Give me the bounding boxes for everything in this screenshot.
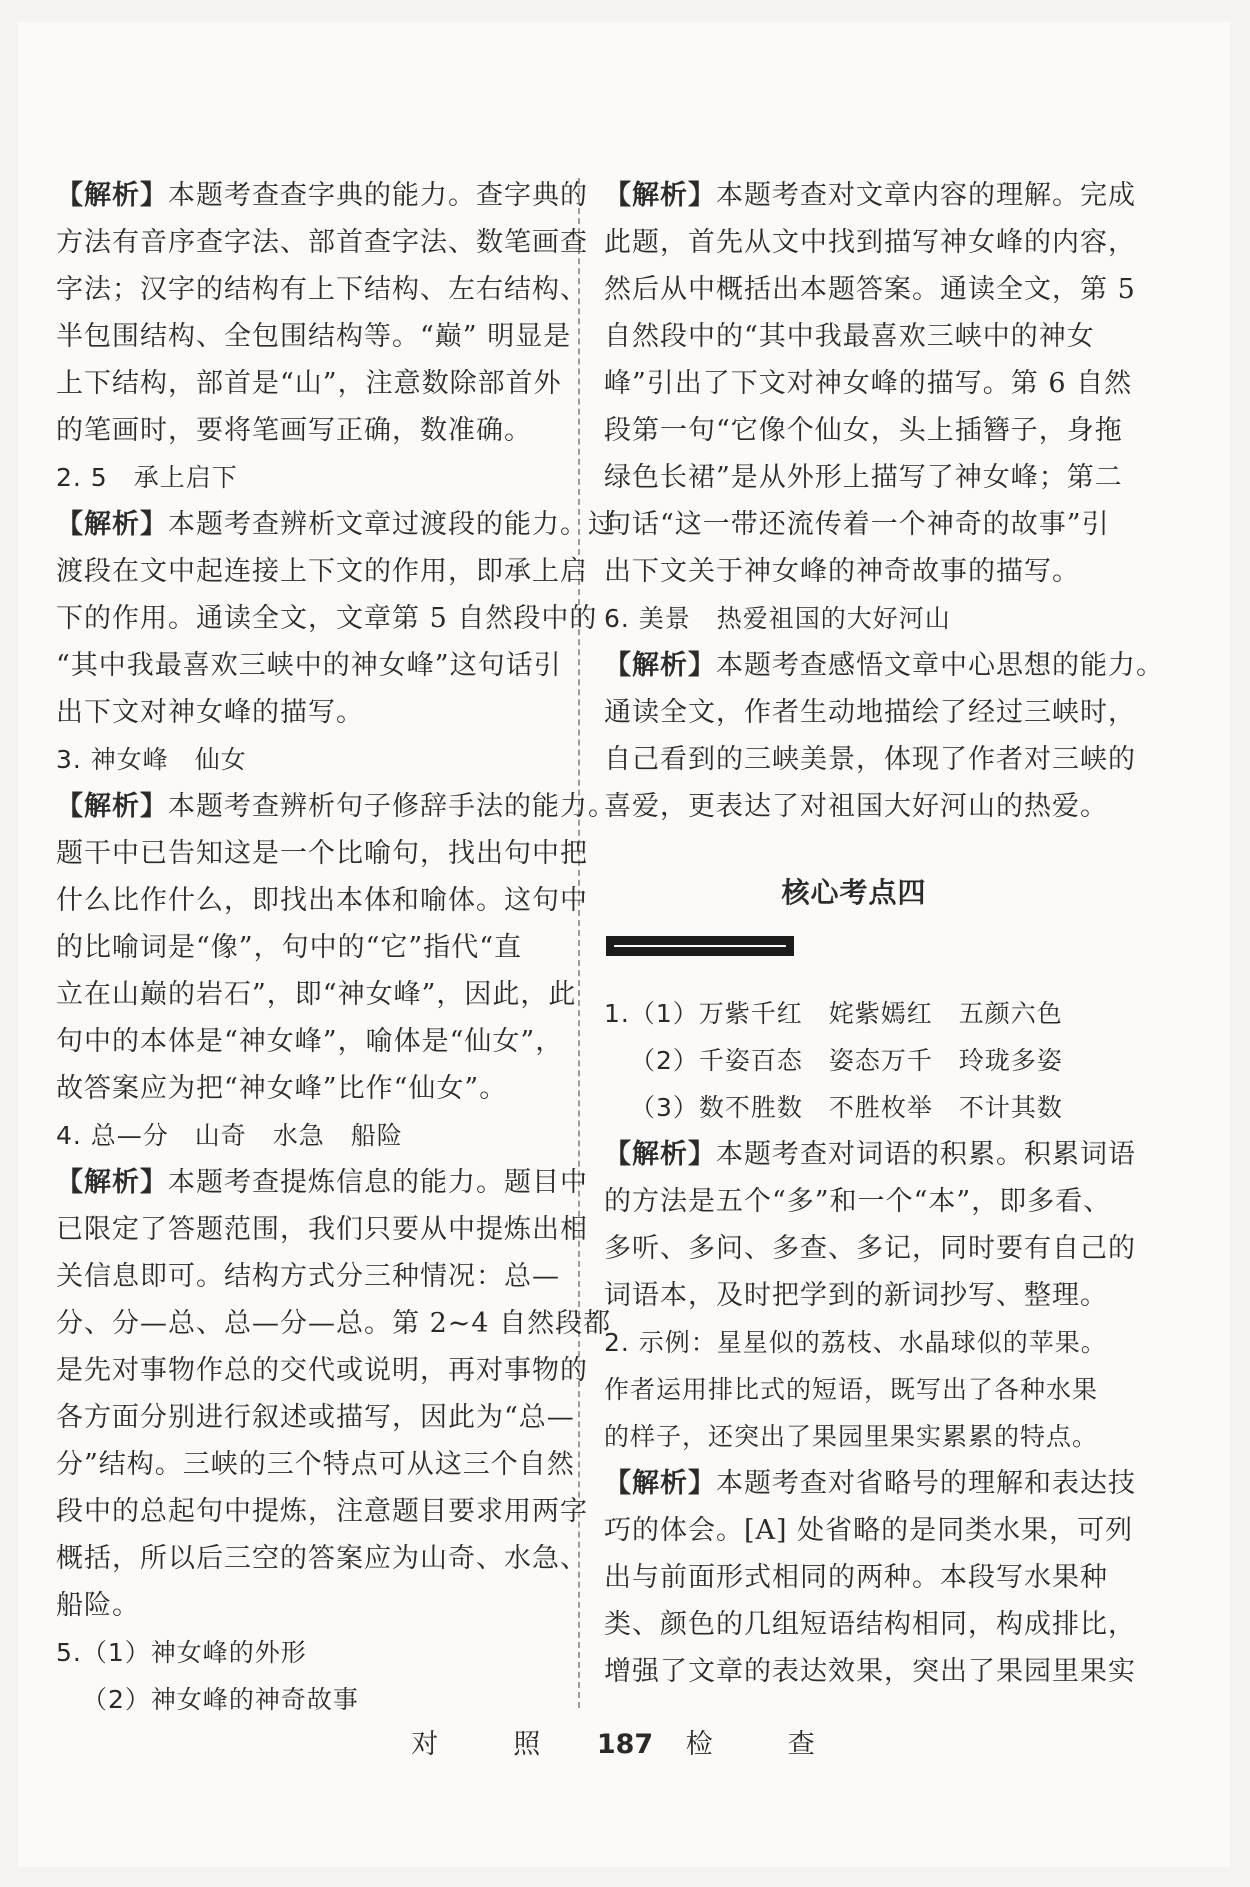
line-text: 出下文关于神女峰的神奇故事的描写。	[604, 556, 1080, 587]
text-line	[56, 1206, 588, 1253]
line-text: 概括，所以后三空的答案应为山奇、水急、	[56, 1543, 588, 1574]
text-line	[56, 689, 576, 736]
line-text: 本题考查对文章内容的理解。完成	[716, 180, 1136, 211]
line-text: 出下文对神女峰的描写。	[56, 697, 364, 728]
text-line	[56, 1018, 576, 1065]
line-text: 本题考查对省略号的理解和表达技	[716, 1468, 1136, 1499]
analysis-tag: 【解析】	[56, 509, 168, 540]
line-text: 段第一句“它像个仙女，头上插簪子，身拖	[604, 415, 1123, 446]
text-line	[56, 266, 588, 313]
text-line	[56, 313, 576, 360]
answer-line: 1.（1）万紫千红 姹紫嫣红 五颜六色	[604, 999, 1063, 1028]
text-line	[56, 1300, 612, 1347]
analysis-block	[56, 1159, 612, 1629]
text-line	[604, 1131, 1136, 1178]
line-text: 巧的体会。[A] 处省略的是同类水果，可列	[604, 1515, 1134, 1546]
line-text: 多听、多问、多查、多记，同时要有自己的	[604, 1233, 1136, 1264]
line-text: 绿色长裙”是从外形上描写了神女峰；第二	[604, 462, 1123, 493]
text-line	[56, 642, 576, 689]
line-text: 立在山巅的岩石”，即“神女峰”，因此，此	[56, 979, 577, 1010]
line-text: 词语本，及时把学到的新词抄写、整理。	[604, 1280, 1108, 1311]
analysis-tag: 【解析】	[56, 1167, 168, 1198]
line-text: 已限定了答题范围，我们只要从中提炼出相	[56, 1214, 588, 1245]
line-text: 船险。	[56, 1590, 140, 1621]
analysis-tag: 【解析】	[604, 650, 716, 681]
text-line	[604, 266, 1136, 313]
text-line	[56, 1488, 588, 1535]
line-text: 各方面分别进行叙述或描写，因此为“总—	[56, 1402, 575, 1433]
text-line	[604, 219, 1136, 266]
text-line	[604, 172, 1136, 219]
line-text: 分”结构。三峡的三个特点可从这三个自然	[56, 1449, 575, 1480]
answer-line: 4. 总—分 山奇 水急 船险	[56, 1121, 403, 1150]
analysis-tag: 【解析】	[56, 791, 168, 822]
left-column	[56, 172, 616, 1723]
column-divider	[578, 178, 580, 1708]
analysis-block	[56, 172, 588, 454]
text-line	[56, 783, 616, 830]
text-line	[56, 360, 576, 407]
line-text: 本题考查查字典的能力。查字典的	[168, 180, 588, 211]
line-text: 方法有音序查字法、部首查字法、数笔画查	[56, 227, 588, 258]
text-line	[56, 1159, 588, 1206]
text-line	[604, 736, 1136, 783]
line-text: 下的作用。通读全文，文章第 5 自然段中的	[56, 603, 598, 634]
text-line	[604, 1507, 1134, 1554]
text-line	[604, 1648, 1136, 1695]
text-line	[604, 1272, 1108, 1319]
text-line	[56, 172, 588, 219]
line-text: 渡段在文中起连接上下文的作用，即承上启	[56, 556, 588, 587]
text-line	[56, 1065, 576, 1112]
line-text: 本题考查对词语的积累。积累词语	[716, 1139, 1136, 1170]
text-line	[56, 1253, 576, 1300]
line-text: 自然段中的“其中我最喜欢三峡中的神女	[604, 321, 1095, 352]
line-text: 是先对事物作总的交代或说明，再对事物的	[56, 1355, 588, 1386]
footer-left-text: 对 照	[411, 1729, 565, 1760]
text-line	[56, 830, 588, 877]
analysis-block	[56, 783, 616, 1112]
answer-line: （2）千姿百态 姿态万千 玲珑多姿	[630, 1046, 1063, 1075]
line-text: 半包围结构、全包围结构等。“巅” 明显是	[56, 321, 572, 352]
page-footer	[0, 1722, 1250, 1761]
text-line	[604, 313, 1104, 360]
text-line	[604, 1225, 1136, 1272]
text-line	[604, 360, 1133, 407]
text-line	[56, 1582, 576, 1629]
text-line	[56, 1347, 588, 1394]
analysis-block	[56, 501, 616, 736]
text-line	[56, 407, 576, 454]
right-column	[604, 172, 1164, 1695]
answer-line: 2. 5 承上启下	[56, 463, 238, 492]
section-bar	[606, 936, 794, 956]
section-heading: 核心考点四	[781, 876, 927, 909]
footer-right-text: 检 查	[685, 1729, 839, 1760]
text-line	[56, 548, 588, 595]
text-line	[56, 1441, 576, 1488]
line-text: “其中我最喜欢三峡中的神女峰”这句话引	[56, 650, 562, 681]
line-text: 字法；汉字的结构有上下结构、左右结构、	[56, 274, 588, 305]
line-text: 的方法是五个“多”和一个“本”，即多看、	[604, 1186, 1112, 1217]
answer-line: 3. 神女峰 仙女	[56, 745, 247, 774]
line-text: 句中的本体是“神女峰”，喻体是“仙女”，	[56, 1026, 564, 1057]
line-text: 故答案应为把“神女峰”比作“仙女”。	[56, 1073, 508, 1104]
line-text: 通读全文，作者生动地描绘了经过三峡时，	[604, 697, 1136, 728]
line-text: 增强了文章的表达效果，突出了果园里果实	[604, 1656, 1136, 1687]
analysis-tag: 【解析】	[604, 180, 716, 211]
analysis-tag: 【解析】	[604, 1468, 716, 1499]
text-line	[56, 1394, 576, 1441]
line-text: 题干中已告知这是一个比喻句，找出句中把	[56, 838, 588, 869]
text-line	[604, 501, 1110, 548]
line-text: 分、分—总、总—分—总。第 2~4 自然段都	[56, 1308, 612, 1339]
text-line	[56, 595, 598, 642]
line-text: 本题考查感悟文章中心思想的能力。	[716, 650, 1164, 681]
text-line	[56, 219, 588, 266]
analysis-block	[604, 642, 1164, 830]
text-line	[604, 548, 1104, 595]
line-text: 自己看到的三峡美景，体现了作者对三峡的	[604, 744, 1136, 775]
line-text: 本题考查辨析句子修辞手法的能力。	[168, 791, 616, 822]
line-text: 的比喻词是“像”，句中的“它”指代“直	[56, 932, 523, 963]
line-text: 喜爱，更表达了对祖国大好河山的热爱。	[604, 791, 1108, 822]
line-text: 句话“这一带还流传着一个神奇的故事”引	[604, 509, 1110, 540]
line-text: 段中的总起句中提炼，注意题目要求用两字	[56, 1496, 588, 1527]
analysis-block	[604, 172, 1136, 595]
analysis-tag: 【解析】	[56, 180, 168, 211]
section-bar-row	[604, 924, 1104, 990]
text-line	[604, 1554, 1108, 1601]
answer-line: 6. 美景 热爱祖国的大好河山	[604, 604, 951, 633]
text-line	[56, 1535, 588, 1582]
line-text: 峰”引出了下文对神女峰的描写。第 6 自然	[604, 368, 1133, 399]
text-line	[604, 1460, 1136, 1507]
analysis-tag: 【解析】	[604, 1139, 716, 1170]
line-text: 出与前面形式相同的两种。本段写水果种	[604, 1562, 1108, 1593]
answer-line: （3）数不胜数 不胜枚举 不计其数	[630, 1093, 1063, 1122]
text-line	[604, 1601, 1136, 1648]
analysis-block	[604, 1131, 1136, 1319]
line-text: 本题考查提炼信息的能力。题目中	[168, 1167, 588, 1198]
text-line	[604, 454, 1123, 501]
text-line	[604, 642, 1164, 689]
line-text: 上下结构，部首是“山”，注意数除部首外	[56, 368, 562, 399]
text-line	[604, 689, 1136, 736]
answer-line: 5.（1）神女峰的外形	[56, 1638, 307, 1667]
page-number: 187	[596, 1729, 654, 1760]
line-text: 此题，首先从文中找到描写神女峰的内容，	[604, 227, 1136, 258]
text-line	[56, 924, 576, 971]
answer-line: 2. 示例：星星似的荔枝、水晶球似的苹果。	[604, 1328, 1107, 1357]
line-text: 什么比作什么，即找出本体和喻体。这句中	[56, 885, 588, 916]
text-line	[56, 501, 616, 548]
line-text: 本题考查辨析文章过渡段的能力。过	[168, 509, 616, 540]
text-line	[604, 1178, 1112, 1225]
analysis-block	[604, 1460, 1136, 1695]
text-line	[604, 407, 1123, 454]
text-line	[56, 971, 576, 1018]
line-text: 的笔画时，要将笔画写正确，数准确。	[56, 415, 532, 446]
answer-line: （2）神女峰的神奇故事	[82, 1685, 359, 1714]
text-line	[56, 877, 588, 924]
answer-line: 作者运用排比式的短语，既写出了各种水果	[604, 1375, 1099, 1404]
line-text: 类、颜色的几组短语结构相同，构成排比，	[604, 1609, 1136, 1640]
line-text: 然后从中概括出本题答案。通读全文，第 5	[604, 274, 1136, 305]
text-line	[604, 783, 1108, 830]
answer-line: 的样子，还突出了果园里果实累累的特点。	[604, 1422, 1099, 1451]
line-text: 关信息即可。结构方式分三种情况：总—	[56, 1261, 560, 1292]
